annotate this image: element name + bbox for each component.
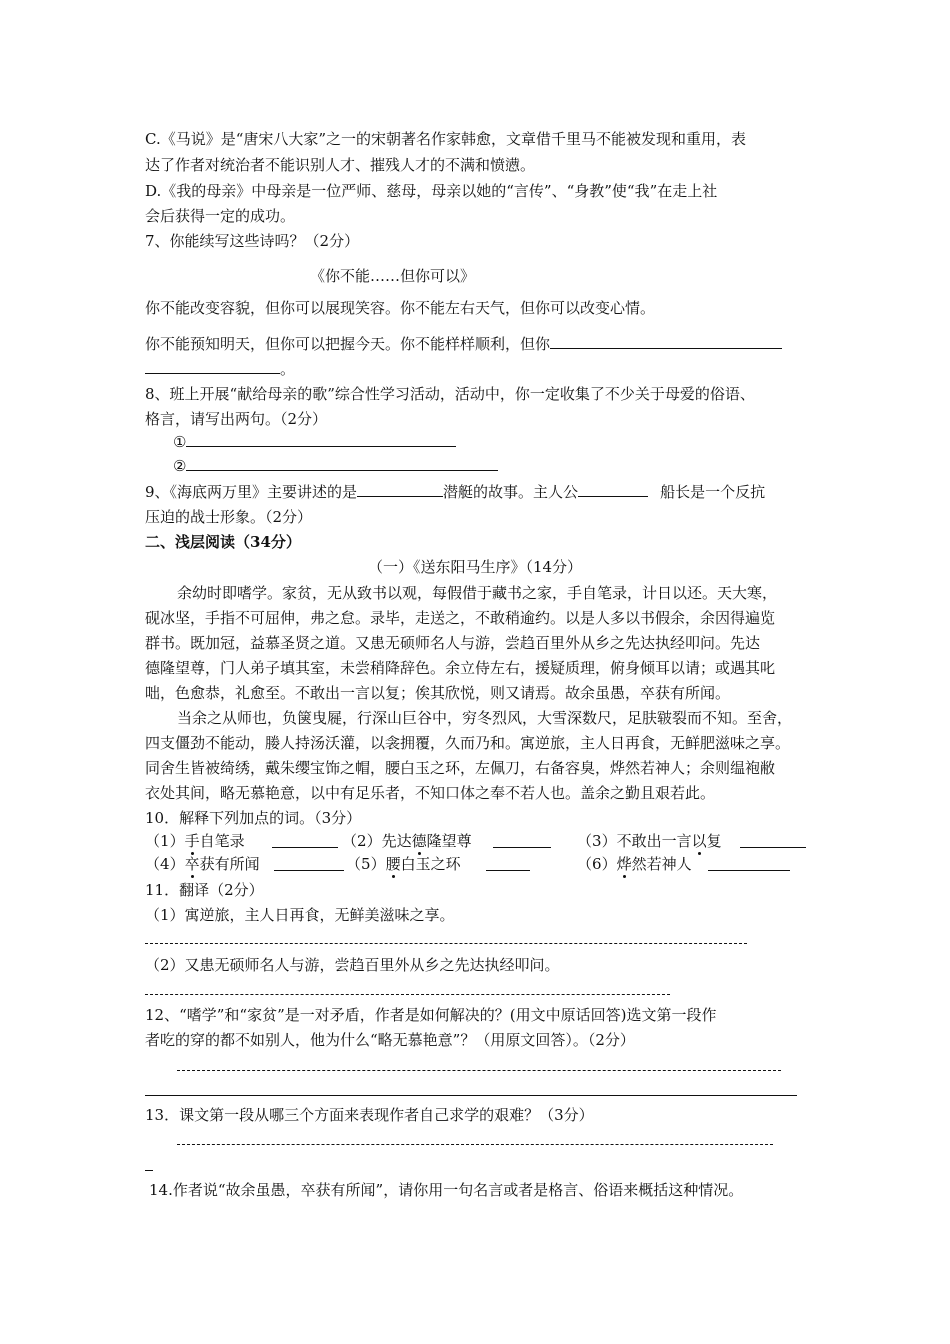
q10-item-6-text: （6）烨然若神人 bbox=[577, 855, 692, 873]
q9-blank-1[interactable] bbox=[357, 482, 443, 497]
poem-line3-end: 。 bbox=[280, 360, 296, 378]
poem-line3 bbox=[145, 359, 295, 379]
passage-p1-line5: 咄，色愈恭，礼愈至。不敢出一言以复；俟其欣悦，则又请焉。故余虽愚，卒获有所闻。 bbox=[145, 684, 731, 702]
poem-answer-blank-cont[interactable] bbox=[145, 359, 280, 374]
q11-answer-line-2[interactable] bbox=[145, 994, 670, 995]
poem-title: 《你不能……但你可以》 bbox=[310, 267, 476, 285]
passage-p1-line2: 砚冰坚，手指不可屈伸，弗之怠。录毕，走送之，不敢稍逾约。以是人多以书假余，余因得遍览 bbox=[145, 609, 776, 627]
passage-title: （一）《送东阳马生序》（14分） bbox=[367, 558, 583, 576]
passage-p1-line3: 群书。既加冠，益慕圣贤之道。又患无硕师名人与游，尝趋百里外从乡之先达执经叩问。先达 bbox=[145, 634, 761, 652]
option-d-line1: D.《我的母亲》中母亲是一位严师、慈母，母亲以她的“言传”、“身教”使“我”在走上社 bbox=[145, 182, 718, 200]
option-c-line1: C.《马说》是“唐宋八大家”之一的宋朝著名作家韩愈，文章借千里马不能被发现和重用，表 bbox=[145, 130, 747, 148]
passage-p2-line4: 衣处其间，略无慕艳意，以中有足乐者，不知口体之奉不若人也。盖余之勤且艰若此。 bbox=[145, 784, 716, 802]
q10-blank-6[interactable] bbox=[708, 856, 790, 871]
question-11: 11．翻译（2分） bbox=[145, 881, 264, 899]
q10-item-4 bbox=[145, 854, 260, 874]
passage-p2-line3: 同舍生皆被绮绣，戴朱缨宝饰之帽，腰白玉之环，左佩刀，右备容臭，烨然若神人；余则缊袍敝 bbox=[145, 759, 776, 777]
q8-answer-2 bbox=[173, 456, 498, 476]
q10-item-2 bbox=[342, 831, 472, 851]
q10-blank-3[interactable] bbox=[740, 833, 806, 848]
q12-answer-line-2[interactable] bbox=[145, 1095, 797, 1096]
q11-item-2: （2）又患无硕师名人与游，尝趋百里外从乡之先达执经叩问。 bbox=[145, 956, 560, 974]
q10-item-6 bbox=[577, 854, 692, 874]
section-2-heading: 二、浅层阅读（34分） bbox=[145, 533, 301, 551]
q10-blank-2[interactable] bbox=[493, 833, 551, 848]
q13-answer-line[interactable] bbox=[177, 1144, 773, 1145]
question-12-line1: 12、“嗜学”和“家贫”是一对矛盾，作者是如何解决的？(用文中原话回答)选文第一段作 bbox=[145, 1006, 717, 1024]
q11-item-1: （1）寓逆旅，主人日再食，无鲜美滋味之享。 bbox=[145, 906, 455, 924]
q13-answer-line-end[interactable] bbox=[145, 1170, 153, 1171]
poem-line2 bbox=[145, 334, 782, 354]
poem-line2-text: 你不能预知明天，但你可以把握今天。你不能样样顺利，但你 bbox=[145, 335, 551, 353]
q10-blank-4[interactable] bbox=[274, 856, 344, 871]
q10-item-3 bbox=[577, 831, 722, 851]
q12-answer-line-1[interactable] bbox=[177, 1070, 781, 1071]
question-14: 14.作者说“故余虽愚，卒获有所闻”，请你用一句名言或者是格言、俗语来概括这种情况。 bbox=[149, 1181, 744, 1199]
q10-item-4-text: （4）卒获有所闻 bbox=[145, 855, 260, 873]
q11-answer-line-1[interactable] bbox=[145, 943, 747, 944]
q10-blank-5[interactable] bbox=[486, 856, 530, 871]
q8-blank-1[interactable] bbox=[186, 432, 456, 447]
question-8-line1: 8、班上开展“献给母亲的歌”综合性学习活动，活动中，你一定收集了不少关于母爱的俗语、 bbox=[145, 385, 755, 403]
question-13: 13．课文第一段从哪三个方面来表现作者自己求学的艰难？（3分） bbox=[145, 1106, 594, 1124]
passage-p1-line4: 德隆望尊，门人弟子填其室，未尝稍降辞色。余立侍左右，援疑质理，俯身倾耳以请；或遇其叱 bbox=[145, 659, 776, 677]
q10-item-3-text: （3）不敢出一言以复 bbox=[577, 832, 722, 850]
poem-answer-blank[interactable] bbox=[550, 334, 782, 349]
question-8-line2: 格言，请写出两句。（2分） bbox=[145, 410, 328, 428]
passage-p1-line1: 余幼时即嗜学。家贫，无从致书以观，每假借于藏书之家，手自笔录，计日以还。天大寒， bbox=[177, 584, 778, 602]
question-7: 7、你能续写这些诗吗？（2分） bbox=[145, 232, 360, 250]
q9-part-c: 船长是一个反抗 bbox=[660, 483, 766, 501]
q8-blank-2[interactable] bbox=[186, 456, 498, 471]
passage-p2-line1: 当余之从师也，负箧曳屣，行深山巨谷中，穷冬烈风，大雪深数尺，足肤皲裂而不知。至舍， bbox=[177, 709, 793, 727]
q8-mark-1: ① bbox=[173, 433, 187, 451]
q10-item-5-text: （5）腰白玉之环 bbox=[346, 855, 461, 873]
q10-blank-1[interactable] bbox=[272, 833, 338, 848]
q10-item-2-text: （2）先达德隆望尊 bbox=[342, 832, 472, 850]
poem-line1: 你不能改变容貌，但你可以展现笑容。你不能左右天气，但你可以改变心情。 bbox=[145, 299, 656, 317]
question-10: 10．解释下列加点的词。（3分） bbox=[145, 809, 362, 827]
q9-part-a: 9、《海底两万里》主要讲述的是 bbox=[145, 483, 358, 501]
q10-item-1 bbox=[145, 831, 245, 851]
q9-blank-2[interactable] bbox=[578, 482, 648, 497]
q10-item-1-text: （1）手自笔录 bbox=[145, 832, 245, 850]
q9-part-b: 潜艇的故事。主人公 bbox=[443, 483, 579, 501]
option-c-line2: 达了作者对统治者不能识别人才、摧残人才的不满和愤懑。 bbox=[145, 156, 536, 174]
q10-item-5 bbox=[346, 854, 461, 874]
question-9-line2: 压迫的战士形象。（2分） bbox=[145, 508, 313, 526]
q8-answer-1 bbox=[173, 432, 456, 452]
q8-mark-2: ② bbox=[173, 457, 187, 475]
passage-p2-line2: 四支僵劲不能动，媵人持汤沃灌，以衾拥覆，久而乃和。寓逆旅，主人日再食，无鲜肥滋味之享。 bbox=[145, 734, 791, 752]
question-9-line1 bbox=[145, 482, 765, 502]
question-12-line2: 者吃的穿的都不如别人，他为什么“略无慕艳意”？（用原文回答）。（2分） bbox=[145, 1031, 635, 1049]
option-d-line2: 会后获得一定的成功。 bbox=[145, 207, 296, 225]
